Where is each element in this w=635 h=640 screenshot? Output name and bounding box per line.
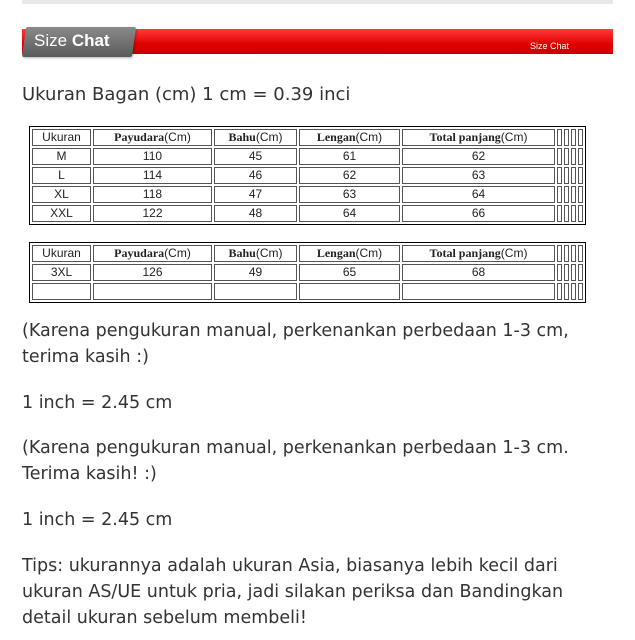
top-divider <box>22 0 613 4</box>
empty-cell <box>557 186 562 203</box>
size-cell: L <box>32 167 91 184</box>
empty-cell <box>564 205 569 222</box>
empty-cell <box>578 283 583 300</box>
table-header-row <box>32 129 583 146</box>
value-cell <box>93 283 212 300</box>
value-cell: 48 <box>214 205 297 222</box>
table-row <box>32 186 583 203</box>
value-cell: 64 <box>402 186 555 203</box>
table-row <box>32 264 583 281</box>
value-cell <box>214 283 297 300</box>
empty-cell <box>571 264 576 281</box>
value-cell <box>299 283 400 300</box>
header-cell: Lengan(Cm) <box>299 245 400 262</box>
empty-cell <box>557 283 562 300</box>
inch-conversion-1: 1 inch = 2.45 cm <box>22 393 173 413</box>
empty-cell <box>557 205 562 222</box>
tips-line: Tips: ukurannya adalah ukuran Asia, biasanya lebih kecil dari <box>22 556 558 576</box>
table-row <box>32 167 583 184</box>
banner-right-label: Size Chat <box>529 41 569 51</box>
empty-cell <box>578 148 583 165</box>
value-cell: 122 <box>93 205 212 222</box>
chart-subtitle: Ukuran Bagan (cm) 1 cm = 0.39 inci <box>22 84 351 105</box>
value-cell: 62 <box>402 148 555 165</box>
value-cell: 65 <box>299 264 400 281</box>
value-cell: 63 <box>402 167 555 184</box>
header-cell: Bahu(Cm) <box>214 129 297 146</box>
measurement-note-1 <box>22 318 569 370</box>
empty-cell <box>571 129 576 146</box>
note-line: (Karena pengukuran manual, perkenankan perbedaan 1-3 cm. <box>22 438 569 458</box>
empty-cell <box>564 186 569 203</box>
value-cell <box>402 283 555 300</box>
value-cell: 49 <box>214 264 297 281</box>
empty-cell <box>571 283 576 300</box>
header-cell: Ukuran <box>32 129 91 146</box>
value-cell: 46 <box>214 167 297 184</box>
banner-title-size: Size <box>34 31 68 50</box>
sizing-tips <box>22 553 563 631</box>
value-cell: 64 <box>299 205 400 222</box>
note-line: (Karena pengukuran manual, perkenankan perbedaan 1-3 cm, <box>22 321 569 341</box>
empty-cell <box>578 129 583 146</box>
header-cell: Bahu(Cm) <box>214 245 297 262</box>
header-cell: Lengan(Cm) <box>299 129 400 146</box>
empty-cell <box>578 186 583 203</box>
empty-cell <box>564 167 569 184</box>
header-cell: Payudara(Cm) <box>93 245 212 262</box>
value-cell: 45 <box>214 148 297 165</box>
header-cell: Total panjang(Cm) <box>402 129 555 146</box>
empty-cell <box>557 264 562 281</box>
note-line: Terima kasih! :) <box>22 464 157 484</box>
empty-cell <box>571 167 576 184</box>
empty-cell <box>571 245 576 262</box>
size-cell: 3XL <box>32 264 91 281</box>
table-row <box>32 148 583 165</box>
empty-cell <box>557 148 562 165</box>
empty-cell <box>571 186 576 203</box>
empty-cell <box>578 167 583 184</box>
empty-cell <box>557 129 562 146</box>
value-cell: 118 <box>93 186 212 203</box>
value-cell: 126 <box>93 264 212 281</box>
banner-title <box>34 31 110 51</box>
empty-cell <box>564 283 569 300</box>
size-table-1 <box>29 126 586 225</box>
note-line: terima kasih :) <box>22 347 149 367</box>
size-cell: M <box>32 148 91 165</box>
table-row <box>32 283 583 300</box>
empty-cell <box>564 264 569 281</box>
size-cell <box>32 283 91 300</box>
tips-line: ukuran AS/UE untuk pria, jadi silakan periksa dan Bandingkan <box>22 582 564 602</box>
empty-cell <box>578 264 583 281</box>
value-cell: 62 <box>299 167 400 184</box>
empty-cell <box>578 245 583 262</box>
size-chart-banner <box>22 27 613 57</box>
tips-line: detail ukuran sebelum membeli! <box>22 608 307 628</box>
value-cell: 114 <box>93 167 212 184</box>
empty-cell <box>578 205 583 222</box>
banner-title-chat: Chat <box>71 31 110 50</box>
empty-cell <box>571 148 576 165</box>
table-row <box>32 205 583 222</box>
header-cell: Payudara(Cm) <box>93 129 212 146</box>
inch-conversion-2: 1 inch = 2.45 cm <box>22 510 173 530</box>
value-cell: 110 <box>93 148 212 165</box>
empty-cell <box>571 205 576 222</box>
empty-cell <box>564 148 569 165</box>
value-cell: 68 <box>402 264 555 281</box>
measurement-note-2 <box>22 435 569 487</box>
header-cell: Ukuran <box>32 245 91 262</box>
size-table-2 <box>29 242 586 303</box>
value-cell: 66 <box>402 205 555 222</box>
empty-cell <box>564 129 569 146</box>
value-cell: 47 <box>214 186 297 203</box>
table-header-row <box>32 245 583 262</box>
size-cell: XL <box>32 186 91 203</box>
empty-cell <box>557 245 562 262</box>
empty-cell <box>557 167 562 184</box>
value-cell: 61 <box>299 148 400 165</box>
header-cell: Total panjang(Cm) <box>402 245 555 262</box>
size-cell: XXL <box>32 205 91 222</box>
value-cell: 63 <box>299 186 400 203</box>
empty-cell <box>564 245 569 262</box>
